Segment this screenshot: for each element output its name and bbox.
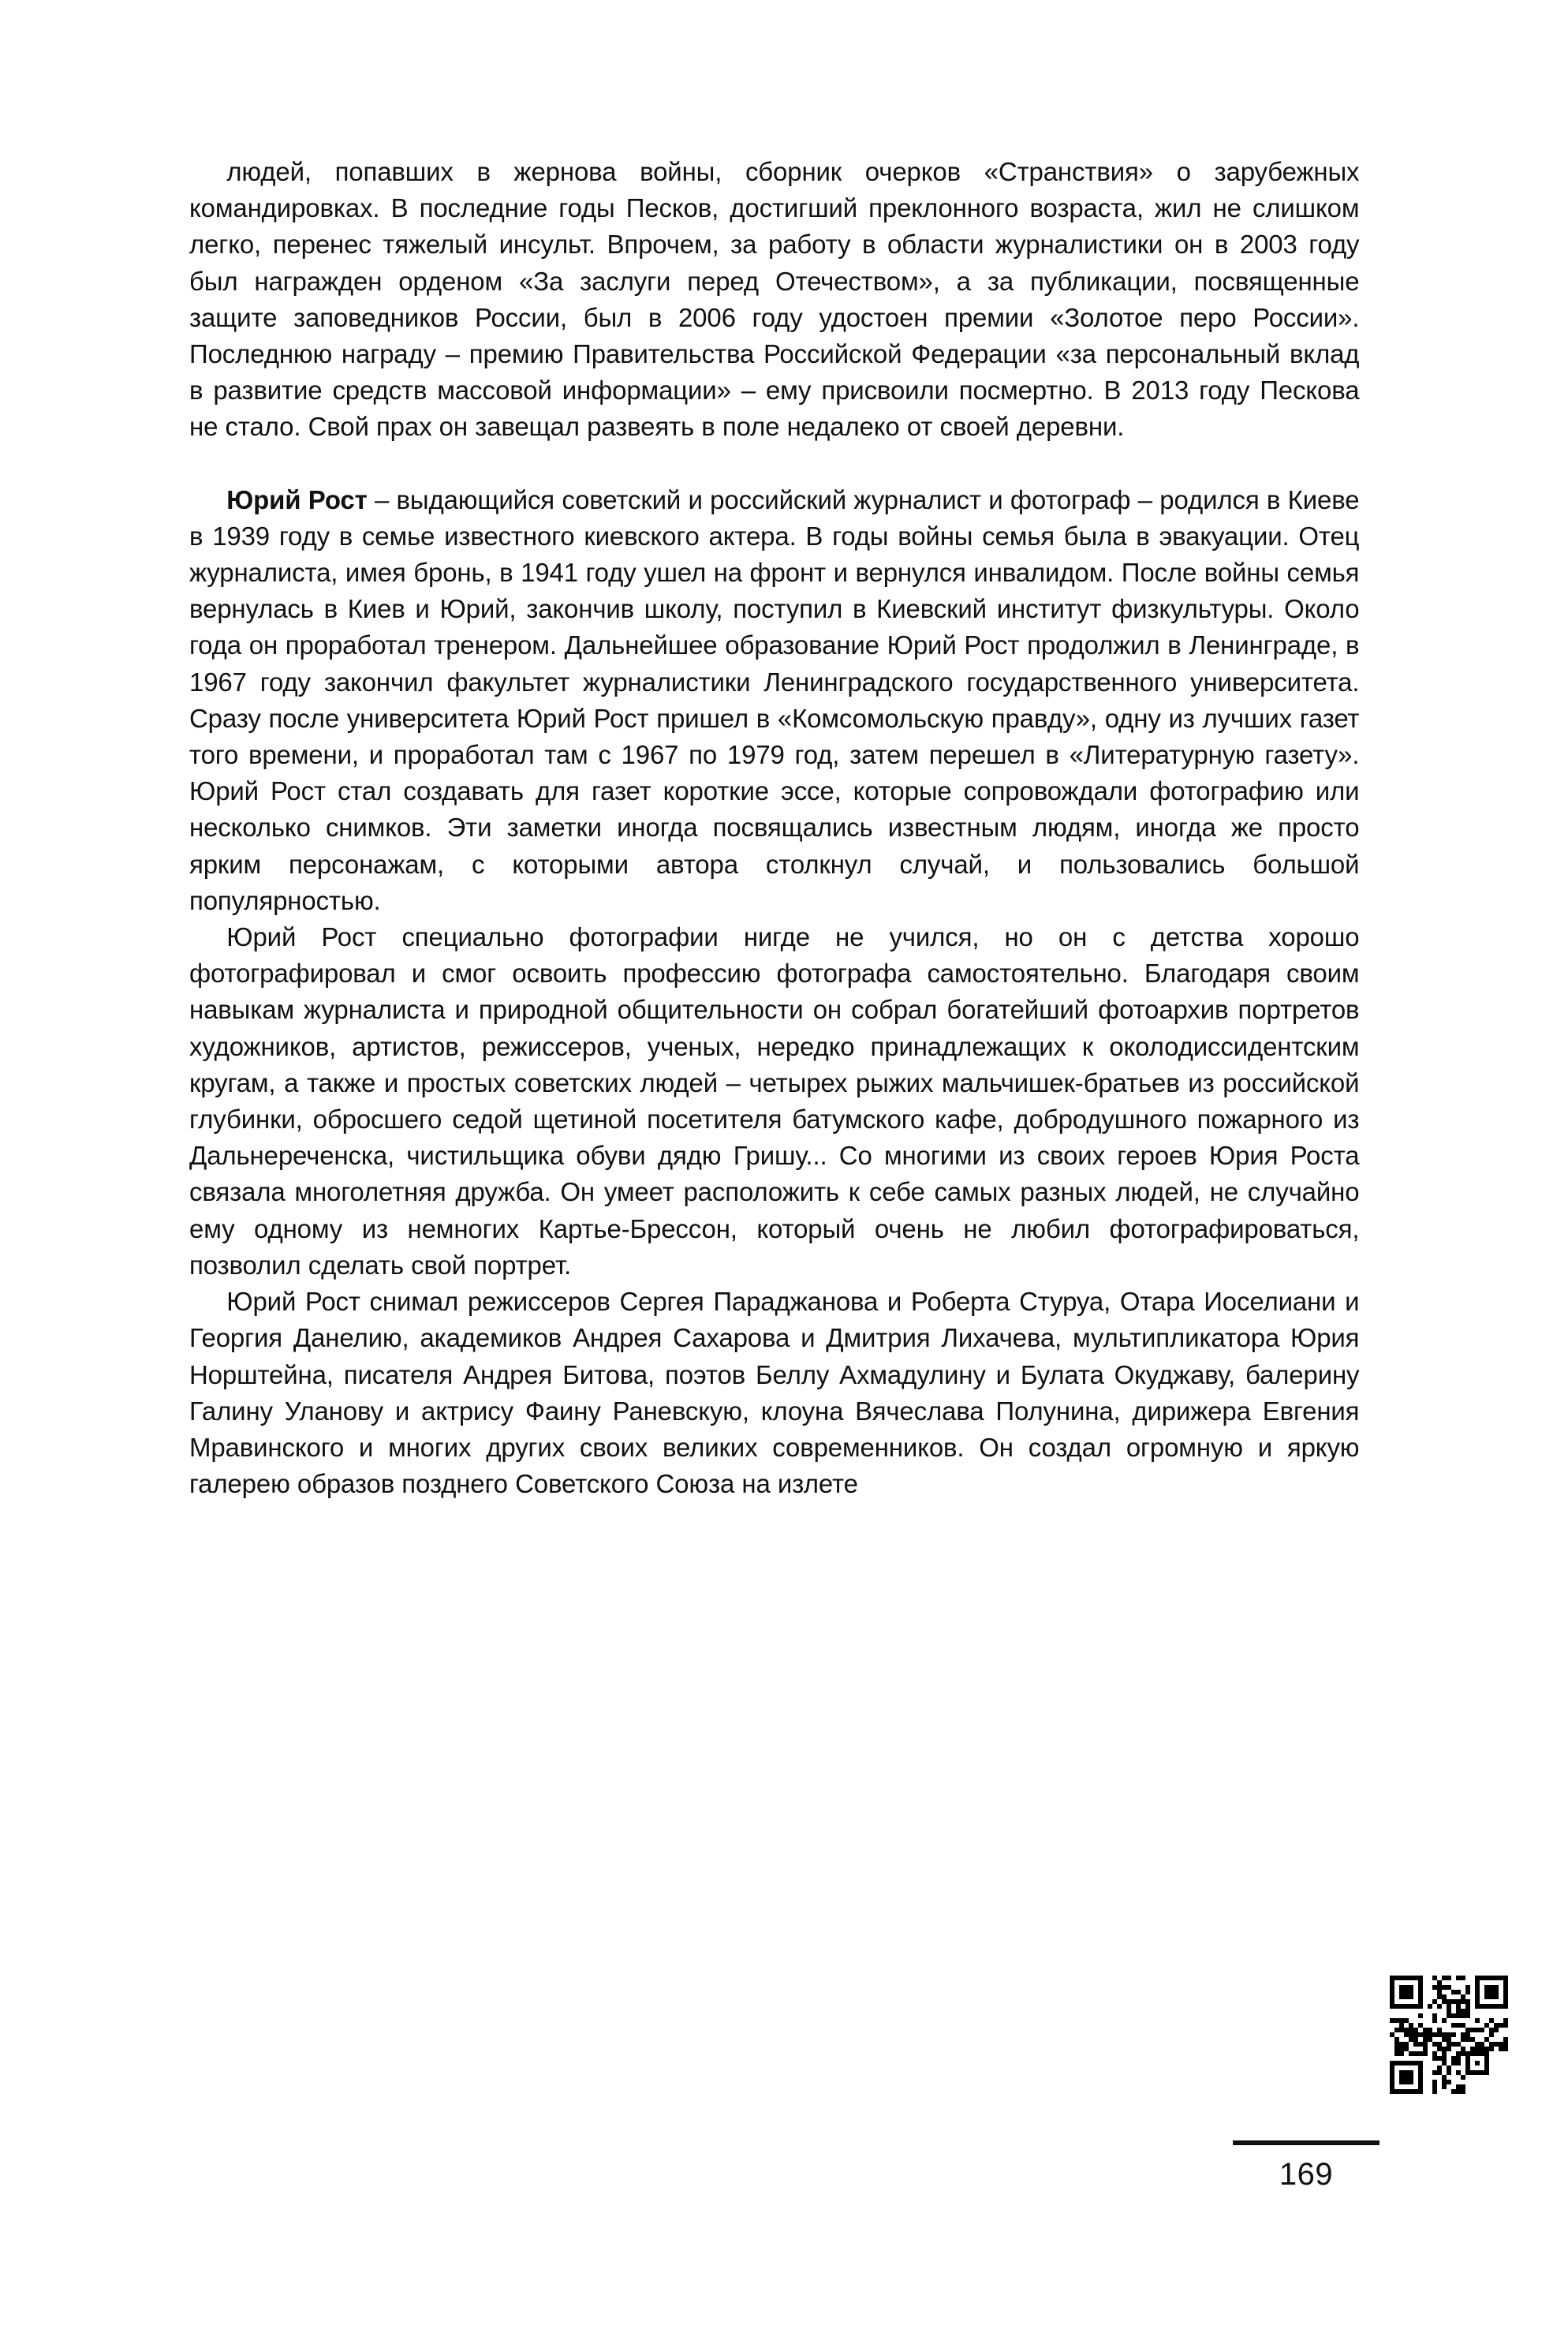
footer-rule <box>1233 2140 1379 2145</box>
body-text-column <box>189 155 1377 1503</box>
paragraph-peskov-text: людей, попавших в жернова войны, сборник очерков «Странствия» о зарубежных командировках. В последние годы Песков, достигший преклонного возраста, жил не слишком легко, перенес тяжелый инсульт. Впрочем, за работу в области журналистики он в 2003 году был награжден орденом «За заслуги перед Отечеством», а за публикации, посвященные защите заповедников России, был в 2006 году удостоен премии «Золотое перо России». Последнюю награду – премию Правительства Российской Федерации «за персональный вклад в развитие средств массовой информации» – ему присвоили посмертно. В 2013 году Пескова не стало. Свой прах он завещал развеять в поле недалеко от своей деревни. <box>189 158 1360 443</box>
lead-name-rost: Юрий Рост <box>226 485 368 515</box>
paragraph-rost-bio-text: – выдающийся советский и российский журналист и фотограф – родился в Киеве в 1939 году в семье известного киевского актера. В годы войны семья была в эвакуации. Отец журналиста, имея бронь, в 1941 году ушел на фронт и вернулся инвалидом. После войны семья вернулась в Киев и Юрий, закончив школу, поступил в Киевский институт физкультуры. Около года он проработал тренером. Дальнейшее образование Юрий Рост продолжил в Ленинграде, в 1967 году закончил факультет журналистики Ленинградского государственного университета. Сразу после университета Юрий Рост пришел в «Комсомольскую правду», одну из лучших газет того времени, и проработал там с 1967 по 1979 год, затем перешел в «Литературную газету». Юрий Рост стал создавать для газет короткие эссе, которые сопровождали фотографию или несколько снимков. Эти заметки иногда посвящались известным людям, иногда же просто ярким персонажам, с которыми автора столкнул случай, и пользовались большой популярностью. <box>189 485 1360 916</box>
paragraph-rost-photography <box>189 920 1359 1284</box>
paragraph-peskov <box>189 155 1359 447</box>
paragraph-rost-subjects <box>189 1284 1359 1503</box>
page-number: 169 <box>1279 2157 1334 2192</box>
paragraph-rost-photography-text: Юрий Рост специально фотографии нигде не учился, но он с детства хорошо фотографировал и смог освоить профессию фотографа самостоятельно. Благодаря своим навыкам журналиста и природной общительности он собрал богатейший фотоархив портретов художников, артистов, режиссеров, ученых, нередко принадлежащих к околодиссидентским кругам, а также и простых советских людей – четырех рыжих мальчишек-братьев из российской глубинки, обросшего седой щетиной посетителя батумского кафе, добродушного пожарного из Дальнереченска, чистильщика обуви дядю Гришу... Со многими из своих героев Юрия Роста связала многолетняя дружба. Он умеет расположить к себе самых разных людей, не случайно ему одному из немногих Картье-Брессон, который очень не любил фотографироваться, позволил сделать свой портрет. <box>189 923 1360 1280</box>
paragraph-rost-bio <box>189 483 1359 920</box>
page-footer <box>1233 2140 1379 2193</box>
qr-code-icon[interactable] <box>1390 1976 1508 2094</box>
paragraph-rost-subjects-text: Юрий Рост снимал режиссеров Сергея Параджанова и Роберта Стуруа, Отара Иоселиани и Георгия Данелию, академиков Андрея Сахарова и Дмитрия Лихачева, мультипликатора Юрия Норштейна, писателя Андрея Битова, поэтов Беллу Ахмадулину и Булата Окуджаву, балерину Галину Уланову и актрису Фаину Раневскую, клоуна Вячеслава Полунина, дирижера Евгения Мравинского и многих других своих великих современников. Он создал огромную и яркую галерею образов позднего Советского Союза на излете <box>189 1288 1360 1500</box>
